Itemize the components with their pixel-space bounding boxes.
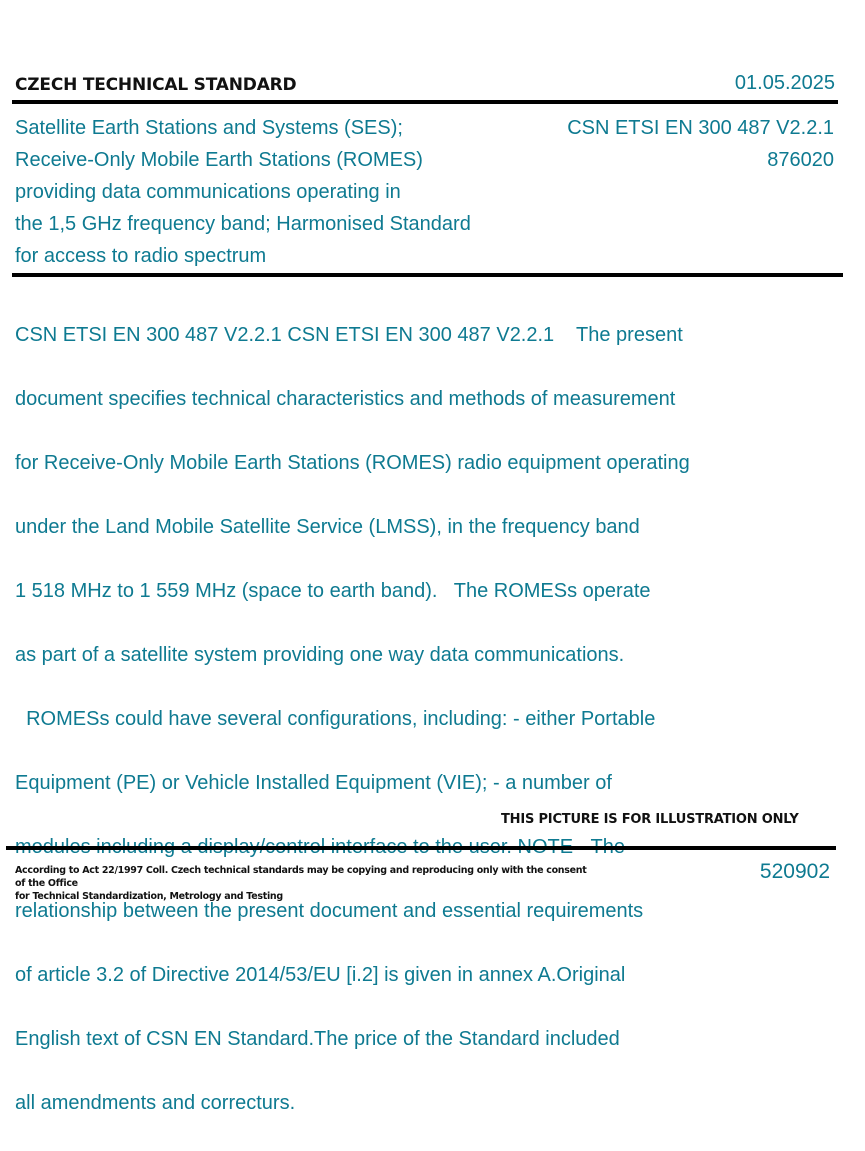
standard-identifiers (567, 112, 834, 176)
abstract-line: 1 518 MHz to 1 559 MHz (space to earth band). The ROMESs operate (15, 580, 651, 602)
title-line: the 1,5 GHz frequency band; Harmonised Standard (15, 213, 471, 235)
abstract-line: all amendments and correcturs. (15, 1092, 296, 1114)
header-divider (12, 100, 838, 104)
title-line: for access to radio spectrum (15, 245, 267, 267)
illustration-disclaimer: THIS PICTURE IS FOR ILLUSTRATION ONLY (501, 812, 799, 827)
abstract-line: under the Land Mobile Satellite Service (LMSS), in the frequency band (15, 516, 640, 538)
standard-title (15, 112, 535, 272)
catalog-number: 876020 (767, 149, 834, 171)
copyright-line: for Technical Standardization, Metrology and Testing (15, 891, 283, 902)
abstract-line: CSN ETSI EN 300 487 V2.2.1 CSN ETSI EN 300 487 V2.2.1 The present (15, 324, 683, 346)
publication-date: 01.05.2025 (734, 72, 835, 94)
title-line: Satellite Earth Stations and Systems (SES); (15, 117, 403, 139)
abstract-line: ROMESs could have several configurations, including: - either Portable (15, 708, 656, 730)
footer-divider (6, 846, 836, 850)
title-line: Receive-Only Mobile Earth Stations (ROMES) (15, 149, 423, 171)
abstract-line: English text of CSN EN Standard.The price of the Standard included (15, 1028, 620, 1050)
abstract-line: document specifies technical characteristics and methods of measurement (15, 388, 676, 410)
abstract-line: Equipment (PE) or Vehicle Installed Equipment (VIE); - a number of (15, 772, 612, 794)
copyright-notice (15, 864, 595, 903)
abstract-line: relationship between the present document and essential requirements (15, 900, 644, 922)
abstract-line: as part of a satellite system providing one way data communications. (15, 644, 625, 666)
abstract-text (15, 287, 755, 1151)
title-divider (12, 273, 843, 277)
copyright-line: According to Act 22/1997 Coll. Czech technical standards may be copying and reproducing only with the consent of the Office (15, 865, 587, 889)
abstract-line: of article 3.2 of Directive 2014/53/EU [i.2] is given in annex A.Original (15, 964, 626, 986)
title-line: providing data communications operating in (15, 181, 401, 203)
document-number: 520902 (759, 860, 830, 883)
standard-code: CSN ETSI EN 300 487 V2.2.1 (567, 117, 834, 139)
standard-type-label: CZECH TECHNICAL STANDARD (15, 75, 297, 95)
abstract-line: for Receive-Only Mobile Earth Stations (ROMES) radio equipment operating (15, 452, 690, 474)
